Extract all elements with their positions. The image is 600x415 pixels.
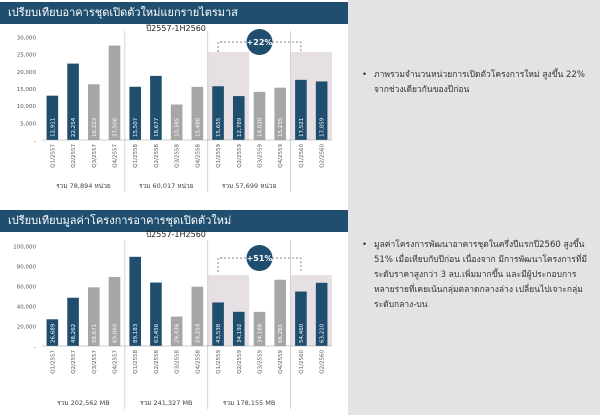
category-label: Q2/2559: [236, 143, 243, 168]
top-section-title: เปรียบเทียบอาคารชุดเปิดตัวใหม่แยกรายไตรมาส: [0, 2, 348, 24]
bar-value-label: 34,192: [236, 323, 243, 343]
category-label: Q2/2560: [319, 350, 326, 374]
category-label: Q4/2557: [112, 350, 119, 374]
category-label: Q3/2558: [174, 350, 181, 374]
category-label: Q3/2557: [91, 350, 98, 374]
category-label: Q4/2559: [278, 144, 285, 168]
group-total-label: รวม 178,155 MB: [222, 399, 276, 407]
bar-value-label: 17,059: [319, 117, 326, 137]
category-label: Q1/2558: [133, 350, 140, 374]
y-tick-label: 100,000: [13, 244, 36, 251]
category-label: Q1/2560: [298, 144, 305, 168]
category-label: Q2/2558: [153, 350, 160, 374]
bar-value-label: 22,254: [71, 117, 78, 137]
bullet-dot-icon: •: [362, 240, 368, 250]
category-label: Q1/2560: [298, 350, 305, 374]
bar-value-label: 34,168: [257, 323, 264, 343]
bar-value-label: 15,235: [278, 117, 285, 137]
bar-value-label: 15,488: [195, 117, 202, 137]
y-tick-label: 80,000: [16, 264, 36, 271]
category-label: Q1/2557: [50, 350, 57, 374]
bar-value-label: 17,521: [298, 117, 305, 137]
top-bullet: [362, 68, 594, 98]
group-total-label: รวม 60,017 หน่วย: [139, 182, 194, 190]
group-total-label: รวม 78,894 หน่วย: [56, 182, 111, 190]
bar-value-label: 18,677: [153, 117, 160, 137]
bottom-bullet-text: มูลค่าโครงการพัฒนาอาคารชุดในครึ่งปีแรกปี2560 สูงขึ้น 51% เมื่อเทียบกับปีก่อน เนื่องจาก มีการพัฒนาโครงการที่มีระดับราคาสูงกว่า 3 ลบ.เพิ่มมากขึ้น และมีผู้ประกอบการหลายรายที่เคยเน้นกลุ่มตลาดกลางล่าง เปลี่ยนไปเจาะกลุ่มระดับกลาง-บน: [374, 240, 587, 310]
top-bullet-text: ภาพรวมจำนวนหน่วยการเปิดตัวโครงการใหม่ สูงขึ้น 22% จากช่วงเดียวกันของปีก่อน: [374, 70, 585, 95]
category-label: Q3/2558: [174, 144, 181, 168]
y-tick-label: 60,000: [16, 284, 36, 291]
group-total-label: รวม 241,327 MB: [140, 399, 193, 407]
y-tick-label: 30,000: [16, 35, 36, 42]
category-label: Q2/2560: [319, 144, 326, 168]
category-label: Q3/2557: [91, 144, 98, 168]
y-tick-label: 15,000: [16, 87, 36, 93]
category-label: Q2/2559: [236, 350, 243, 374]
bar-value-label: 69,060: [112, 323, 119, 343]
category-label: Q1/2558: [133, 144, 140, 168]
bar-value-label: 10,345: [174, 117, 181, 137]
bar-value-label: 27,506: [112, 117, 119, 137]
growth-badge-label: +22%: [246, 38, 273, 47]
category-label: Q3/2559: [257, 350, 264, 374]
bar-value-label: 15,655: [216, 117, 223, 137]
bar-value-label: 54,460: [298, 323, 305, 343]
y-tick-label: -: [34, 138, 36, 145]
bar-value-label: 63,210: [319, 323, 326, 343]
bar-value-label: 14,020: [257, 117, 264, 137]
bar-value-label: 89,183: [133, 323, 140, 343]
value-chart: [0, 230, 348, 412]
bar-value-label: 12,789: [236, 117, 243, 137]
bar-value-label: 66,261: [278, 323, 285, 343]
bar-value-label: 15,507: [133, 117, 140, 137]
y-tick-label: -: [34, 344, 36, 351]
group-total-label: รวม 202,562 MB: [57, 399, 110, 407]
category-label: Q1/2557: [50, 144, 57, 168]
commentary-panel: [348, 0, 600, 415]
category-label: Q2/2557: [71, 144, 78, 168]
bar-value-label: 43,538: [216, 323, 223, 343]
growth-badge-label: +51%: [246, 254, 273, 263]
category-label: Q3/2559: [257, 144, 264, 168]
y-tick-label: 20,000: [16, 324, 36, 331]
bar-value-label: 58,671: [91, 323, 98, 343]
bullet-dot-icon: •: [362, 70, 368, 80]
bar-value-label: 16,223: [91, 117, 98, 137]
category-label: Q2/2558: [153, 144, 160, 168]
bar-value-label: 48,262: [71, 323, 78, 343]
y-tick-label: 25,000: [16, 52, 36, 59]
units-chart: [0, 22, 348, 202]
bottom-section-title: เปรียบเทียบมูลค่าโครงการอาคารชุดเปิดตัวใหม่: [0, 210, 348, 232]
category-label: Q1/2559: [216, 144, 223, 168]
category-label: Q2/2557: [71, 350, 78, 374]
period-label: ปี2557-1H2560: [146, 230, 206, 239]
category-label: Q4/2558: [195, 144, 202, 168]
group-total-label: รวม 57,699 หน่วย: [221, 182, 277, 190]
bar-value-label: 63,456: [153, 323, 160, 343]
category-label: Q4/2557: [112, 144, 119, 168]
bar-value-label: 12,911: [50, 117, 57, 137]
y-tick-label: 10,000: [16, 104, 36, 111]
y-tick-label: 40,000: [16, 304, 36, 311]
bar-value-label: 26,689: [50, 323, 57, 343]
y-tick-label: 5,000: [20, 121, 36, 128]
bar-value-label: 29,436: [174, 323, 181, 343]
bottom-bullet: [362, 238, 594, 313]
category-label: Q1/2559: [216, 350, 223, 374]
bar-value-label: 59,254: [195, 323, 202, 343]
y-tick-label: 20,000: [16, 69, 36, 76]
category-label: Q4/2559: [278, 350, 285, 374]
category-label: Q4/2558: [195, 350, 202, 374]
period-label: ปี2557-1H2560: [146, 24, 206, 33]
